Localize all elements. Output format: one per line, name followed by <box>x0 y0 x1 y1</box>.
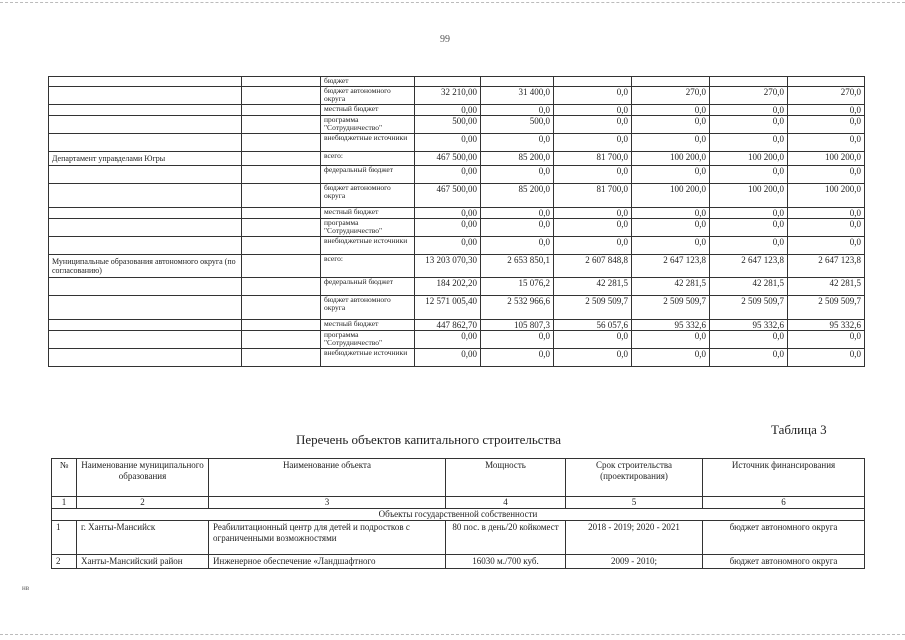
funding-row <box>49 207 865 218</box>
funding-value <box>788 77 865 87</box>
funding-value: 0,0 <box>632 218 710 236</box>
funding-group-cell <box>49 218 242 236</box>
funding-table <box>48 76 865 367</box>
funding-group-cell <box>49 319 242 330</box>
index-cell: 6 <box>703 497 865 509</box>
funding-group-cell <box>49 86 242 104</box>
funding-source-label: бюджет автономного округа <box>321 183 415 207</box>
index-cell: 4 <box>446 497 566 509</box>
funding-value: 0,0 <box>788 104 865 115</box>
funding-value: 15 076,2 <box>481 277 554 295</box>
funding-value: 2 647 123,8 <box>632 254 710 277</box>
funding-value: 0,00 <box>415 236 481 254</box>
row-source: бюджет автономного округа <box>703 555 865 569</box>
funding-source-label: федеральный бюджет <box>321 165 415 183</box>
funding-value: 0,0 <box>632 236 710 254</box>
funding-row <box>49 77 865 87</box>
funding-value: 270,0 <box>632 86 710 104</box>
funding-value: 100 200,0 <box>788 183 865 207</box>
funding-value: 0,0 <box>632 348 710 366</box>
page-number: 99 <box>440 34 450 45</box>
funding-row <box>49 104 865 115</box>
funding-value: 0,0 <box>554 207 632 218</box>
funding-row <box>49 218 865 236</box>
funding-value: 0,0 <box>632 207 710 218</box>
funding-row <box>49 115 865 133</box>
funding-row <box>49 277 865 295</box>
objects-table <box>51 458 865 569</box>
spacer-cell <box>242 165 321 183</box>
funding-value: 100 200,0 <box>710 151 788 165</box>
funding-group-cell <box>49 277 242 295</box>
index-cell: 2 <box>77 497 209 509</box>
row-capacity: 80 пос. в день/20 койкомест <box>446 521 566 555</box>
funding-value: 42 281,5 <box>788 277 865 295</box>
spacer-cell <box>242 254 321 277</box>
funding-source-label: бюджет <box>321 77 415 87</box>
funding-value: 0,0 <box>788 348 865 366</box>
funding-value: 0,0 <box>481 348 554 366</box>
funding-value: 500,00 <box>415 115 481 133</box>
funding-row <box>49 86 865 104</box>
scan-edge-top <box>0 2 905 4</box>
header-term: Срок строительства (проектирования) <box>566 459 703 497</box>
funding-value: 0,0 <box>554 115 632 133</box>
funding-row <box>49 236 865 254</box>
funding-row <box>49 319 865 330</box>
funding-source-label: всего: <box>321 151 415 165</box>
funding-value: 100 200,0 <box>632 183 710 207</box>
funding-value: 500,0 <box>481 115 554 133</box>
funding-source-label: бюджет автономного округа <box>321 295 415 319</box>
funding-source-label: местный бюджет <box>321 207 415 218</box>
funding-group-cell <box>49 104 242 115</box>
header-object: Наименование объекта <box>209 459 446 497</box>
funding-value: 0,0 <box>710 165 788 183</box>
spacer-cell <box>242 218 321 236</box>
funding-value: 2 653 850,1 <box>481 254 554 277</box>
funding-value: 270,0 <box>710 86 788 104</box>
funding-value <box>415 77 481 87</box>
funding-value: 0,0 <box>710 218 788 236</box>
funding-value <box>554 77 632 87</box>
spacer-cell <box>242 319 321 330</box>
header-no: № <box>52 459 77 497</box>
funding-row <box>49 151 865 165</box>
funding-row <box>49 330 865 348</box>
funding-value: 0,0 <box>554 104 632 115</box>
funding-value: 0,0 <box>481 104 554 115</box>
spacer-cell <box>242 151 321 165</box>
funding-value <box>710 77 788 87</box>
footer-mark: нв <box>22 584 30 592</box>
funding-value: 0,0 <box>788 236 865 254</box>
funding-row <box>49 348 865 366</box>
spacer-cell <box>242 86 321 104</box>
funding-value: 0,00 <box>415 348 481 366</box>
funding-value: 0,0 <box>710 207 788 218</box>
funding-value: 100 200,0 <box>632 151 710 165</box>
spacer-cell <box>242 277 321 295</box>
spacer-cell <box>242 115 321 133</box>
funding-group-cell <box>49 133 242 151</box>
funding-value: 0,0 <box>710 115 788 133</box>
funding-value: 13 203 070,30 <box>415 254 481 277</box>
funding-value: 0,0 <box>710 133 788 151</box>
funding-value: 2 607 848,8 <box>554 254 632 277</box>
funding-row <box>49 295 865 319</box>
header-municipality: Наименование муниципального образования <box>77 459 209 497</box>
funding-value: 0,0 <box>554 218 632 236</box>
funding-value: 105 807,3 <box>481 319 554 330</box>
row-object: Инженерное обеспечение «Ландшафтного <box>209 555 446 569</box>
funding-value: 0,0 <box>554 236 632 254</box>
funding-value: 0,0 <box>710 348 788 366</box>
funding-source-label: местный бюджет <box>321 104 415 115</box>
funding-value: 31 400,0 <box>481 86 554 104</box>
funding-group-cell <box>49 183 242 207</box>
funding-value: 32 210,00 <box>415 86 481 104</box>
funding-value: 0,0 <box>481 165 554 183</box>
funding-value: 2 509 509,7 <box>788 295 865 319</box>
funding-value: 0,0 <box>632 115 710 133</box>
funding-group-cell <box>49 330 242 348</box>
funding-value: 0,0 <box>554 348 632 366</box>
funding-value: 447 862,70 <box>415 319 481 330</box>
funding-value: 0,0 <box>554 165 632 183</box>
funding-value: 0,0 <box>632 133 710 151</box>
funding-value: 0,0 <box>632 104 710 115</box>
funding-row <box>49 254 865 277</box>
objects-header-row <box>52 459 865 497</box>
funding-value: 85 200,0 <box>481 151 554 165</box>
funding-value: 56 057,6 <box>554 319 632 330</box>
funding-source-label: федеральный бюджет <box>321 277 415 295</box>
funding-value: 467 500,00 <box>415 151 481 165</box>
funding-value: 0,0 <box>710 104 788 115</box>
funding-group-cell <box>49 77 242 87</box>
funding-group-cell <box>49 115 242 133</box>
row-municipality: Ханты-Мансийский район <box>77 555 209 569</box>
funding-group-cell <box>49 295 242 319</box>
funding-value: 0,0 <box>788 218 865 236</box>
funding-value: 0,00 <box>415 165 481 183</box>
funding-value: 270,0 <box>788 86 865 104</box>
funding-value: 0,0 <box>788 115 865 133</box>
funding-value: 0,0 <box>554 133 632 151</box>
index-cell: 5 <box>566 497 703 509</box>
table-row <box>52 521 865 555</box>
funding-value: 0,00 <box>415 218 481 236</box>
header-capacity: Мощность <box>446 459 566 497</box>
funding-value: 42 281,5 <box>554 277 632 295</box>
funding-value: 0,0 <box>481 218 554 236</box>
index-cell: 3 <box>209 497 446 509</box>
funding-value: 0,00 <box>415 330 481 348</box>
spacer-cell <box>242 104 321 115</box>
funding-value: 467 500,00 <box>415 183 481 207</box>
funding-value: 0,0 <box>481 236 554 254</box>
row-term: 2009 - 2010; <box>566 555 703 569</box>
header-source: Источник финансирования <box>703 459 865 497</box>
section-row <box>52 509 865 521</box>
funding-value: 0,0 <box>554 86 632 104</box>
funding-group-cell: Муниципальные образования автономного округа (по согласованию) <box>49 254 242 277</box>
funding-value: 100 200,0 <box>710 183 788 207</box>
spacer-cell <box>242 77 321 87</box>
funding-group-cell <box>49 207 242 218</box>
funding-value: 42 281,5 <box>632 277 710 295</box>
table-heading: Перечень объектов капитального строительства <box>296 432 561 447</box>
funding-value: 184 202,20 <box>415 277 481 295</box>
funding-source-label: программа "Сотрудничество" <box>321 330 415 348</box>
funding-source-label: всего: <box>321 254 415 277</box>
funding-group-cell <box>49 348 242 366</box>
funding-value: 0,0 <box>788 165 865 183</box>
section-title: Объекты государственной собственности <box>52 509 865 521</box>
funding-value: 42 281,5 <box>710 277 788 295</box>
row-term: 2018 - 2019; 2020 - 2021 <box>566 521 703 555</box>
spacer-cell <box>242 348 321 366</box>
index-cell: 1 <box>52 497 77 509</box>
funding-value: 0,0 <box>481 207 554 218</box>
funding-value: 0,0 <box>554 330 632 348</box>
funding-value: 0,0 <box>632 165 710 183</box>
funding-value: 12 571 005,40 <box>415 295 481 319</box>
funding-value: 85 200,0 <box>481 183 554 207</box>
row-no: 2 <box>52 555 77 569</box>
funding-value: 0,0 <box>788 330 865 348</box>
row-object: Реабилитационный центр для детей и подростков с ограниченными возможностями <box>209 521 446 555</box>
table-caption: Таблица 3 <box>771 422 827 437</box>
funding-value: 0,00 <box>415 133 481 151</box>
spacer-cell <box>242 330 321 348</box>
spacer-cell <box>242 133 321 151</box>
row-capacity: 16030 м./700 куб. <box>446 555 566 569</box>
funding-value: 2 509 509,7 <box>632 295 710 319</box>
funding-value: 0,0 <box>481 133 554 151</box>
funding-group-cell <box>49 236 242 254</box>
funding-value: 0,00 <box>415 207 481 218</box>
funding-value: 0,0 <box>788 133 865 151</box>
funding-value: 81 700,0 <box>554 183 632 207</box>
funding-value: 95 332,6 <box>632 319 710 330</box>
row-municipality: г. Ханты-Мансийск <box>77 521 209 555</box>
funding-value <box>632 77 710 87</box>
funding-value: 2 532 966,6 <box>481 295 554 319</box>
row-source: бюджет автономного округа <box>703 521 865 555</box>
funding-source-label: программа "Сотрудничество" <box>321 115 415 133</box>
spacer-cell <box>242 207 321 218</box>
index-row <box>52 497 865 509</box>
funding-value: 2 647 123,8 <box>788 254 865 277</box>
scan-edge-bottom <box>0 634 905 636</box>
funding-source-label: программа "Сотрудничество" <box>321 218 415 236</box>
funding-group-cell <box>49 165 242 183</box>
row-no: 1 <box>52 521 77 555</box>
funding-source-label: внебюджетные источники <box>321 236 415 254</box>
funding-group-cell: Департамент управделами Югры <box>49 151 242 165</box>
funding-value: 2 509 509,7 <box>554 295 632 319</box>
spacer-cell <box>242 183 321 207</box>
funding-value: 0,0 <box>788 207 865 218</box>
funding-row <box>49 133 865 151</box>
table-row <box>52 555 865 569</box>
spacer-cell <box>242 295 321 319</box>
funding-source-label: внебюджетные источники <box>321 348 415 366</box>
funding-row <box>49 183 865 207</box>
funding-value: 0,0 <box>481 330 554 348</box>
funding-value: 0,0 <box>632 330 710 348</box>
funding-value: 95 332,6 <box>710 319 788 330</box>
funding-value: 95 332,6 <box>788 319 865 330</box>
funding-value <box>481 77 554 87</box>
funding-source-label: местный бюджет <box>321 319 415 330</box>
funding-value: 0,00 <box>415 104 481 115</box>
funding-value: 0,0 <box>710 236 788 254</box>
funding-value: 2 509 509,7 <box>710 295 788 319</box>
funding-row <box>49 165 865 183</box>
funding-source-label: бюджет автономного округа <box>321 86 415 104</box>
funding-source-label: внебюджетные источники <box>321 133 415 151</box>
funding-value: 81 700,0 <box>554 151 632 165</box>
funding-value: 2 647 123,8 <box>710 254 788 277</box>
spacer-cell <box>242 236 321 254</box>
funding-value: 0,0 <box>710 330 788 348</box>
funding-value: 100 200,0 <box>788 151 865 165</box>
